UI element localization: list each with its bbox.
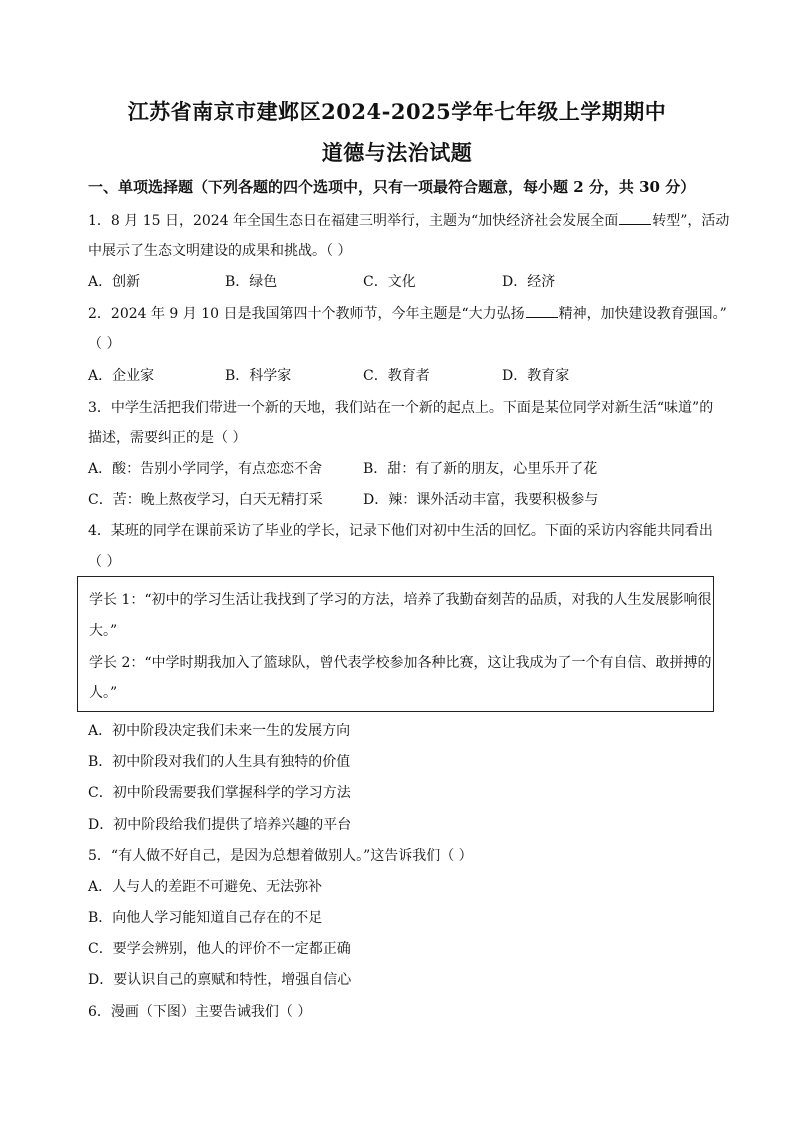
- question-4-stem: 4．某班的同学在课前采访了毕业的学长，记录下他们对初中生活的回忆。下面的采访内容能共同看出: [88, 523, 713, 539]
- question-1-option-a: A．创新: [88, 274, 141, 290]
- exam-title: 江苏省南京市建邺区2024-2025学年七年级上学期期中: [127, 99, 667, 124]
- question-4-option-c: C．初中阶段需要我们掌握科学的学习方法: [88, 785, 351, 801]
- quote-senior-1: 学长 1：“初中的学习生活让我找到了学习的方法，培养了我勤奋刻苦的品质，对我的人生发展影响很: [89, 592, 712, 608]
- question-4-stem-cont: （ ）: [88, 554, 121, 570]
- quote-senior-1-cont: 大。”: [89, 623, 118, 639]
- quote-senior-2: 学长 2：“中学时期我加入了篮球队，曾代表学校参加各种比赛，这让我成为了一个有自信、敢拼搏的: [89, 655, 712, 671]
- fill-in-blank: [526, 305, 558, 318]
- question-3-option-a: A．酸：告别小学同学，有点恋恋不舍: [88, 461, 323, 477]
- question-1-option-b: B．绿色: [225, 274, 278, 290]
- question-1-text-b: 转型”，活动: [652, 213, 730, 229]
- question-3-stem-cont: 描述，需要纠正的是（ ）: [88, 430, 247, 446]
- question-2-option-c: C．教育者: [363, 368, 430, 384]
- question-5-option-d: D．要认识自己的禀赋和特性，增强自信心: [88, 972, 352, 988]
- interview-quote-box: [77, 576, 714, 712]
- question-3-option-b: B．甜：有了新的朋友，心里乐开了花: [363, 461, 598, 477]
- question-5-option-a: A．人与人的差距不可避免、无法弥补: [88, 879, 323, 895]
- question-1-option-d: D．经济: [502, 274, 556, 290]
- question-5-option-b: B．向他人学习能知道自己存在的不足: [88, 910, 323, 926]
- question-3-option-d: D．辣：课外活动丰富，我要积极参与: [363, 492, 599, 508]
- question-3-option-c: C．苦：晚上熬夜学习，白天无精打采: [88, 492, 323, 508]
- exam-subtitle: 道德与法治试题: [321, 140, 473, 165]
- question-2-option-a: A．企业家: [88, 368, 155, 384]
- question-5-option-c: C．要学会辨别，他人的评价不一定都正确: [88, 941, 351, 957]
- question-2-option-d: D．教育家: [502, 368, 570, 384]
- question-1-text-a: 1．8 月 15 日，2024 年全国生态日在福建三明举行，主题为“加快经济社会发展全面: [88, 213, 619, 229]
- question-4-option-d: D．初中阶段给我们提供了培养兴趣的平台: [88, 817, 352, 833]
- question-4-option-b: B．初中阶段对我们的人生具有独特的价值: [88, 754, 351, 770]
- question-2-text-b: 精神，加快建设教育强国。”: [558, 306, 727, 322]
- question-3-stem: 3．中学生活把我们带进一个新的天地，我们站在一个新的起点上。下面是某位同学对新生活“味道”的: [88, 400, 714, 416]
- question-6-stem: 6．漫画（下图）主要告诫我们（ ）: [88, 1004, 312, 1020]
- fill-in-blank: [619, 212, 651, 225]
- question-2-stem-cont: （ ）: [88, 336, 121, 352]
- section-heading: 一、单项选择题（下列各题的四个选项中，只有一项最符合题意，每小题 2 分，共 30 分）: [88, 178, 696, 196]
- question-2-text-a: 2．2024 年 9 月 10 日是我国第四十个教师节，今年主题是“大力弘扬: [88, 306, 525, 322]
- question-5-stem: 5．“有人做不好自己，是因为总想着做别人。”这告诉我们（ ）: [88, 848, 473, 864]
- question-1-option-c: C．文化: [363, 274, 416, 290]
- question-4-option-a: A．初中阶段决定我们未来一生的发展方向: [88, 723, 351, 739]
- question-2-option-b: B．科学家: [225, 368, 292, 384]
- question-1-stem: [88, 210, 729, 230]
- question-2-stem: [88, 303, 727, 323]
- question-1-stem-cont: 中展示了生态文明建设的成果和挑战。（ ）: [88, 243, 352, 259]
- quote-senior-2-cont: 人。”: [89, 685, 118, 701]
